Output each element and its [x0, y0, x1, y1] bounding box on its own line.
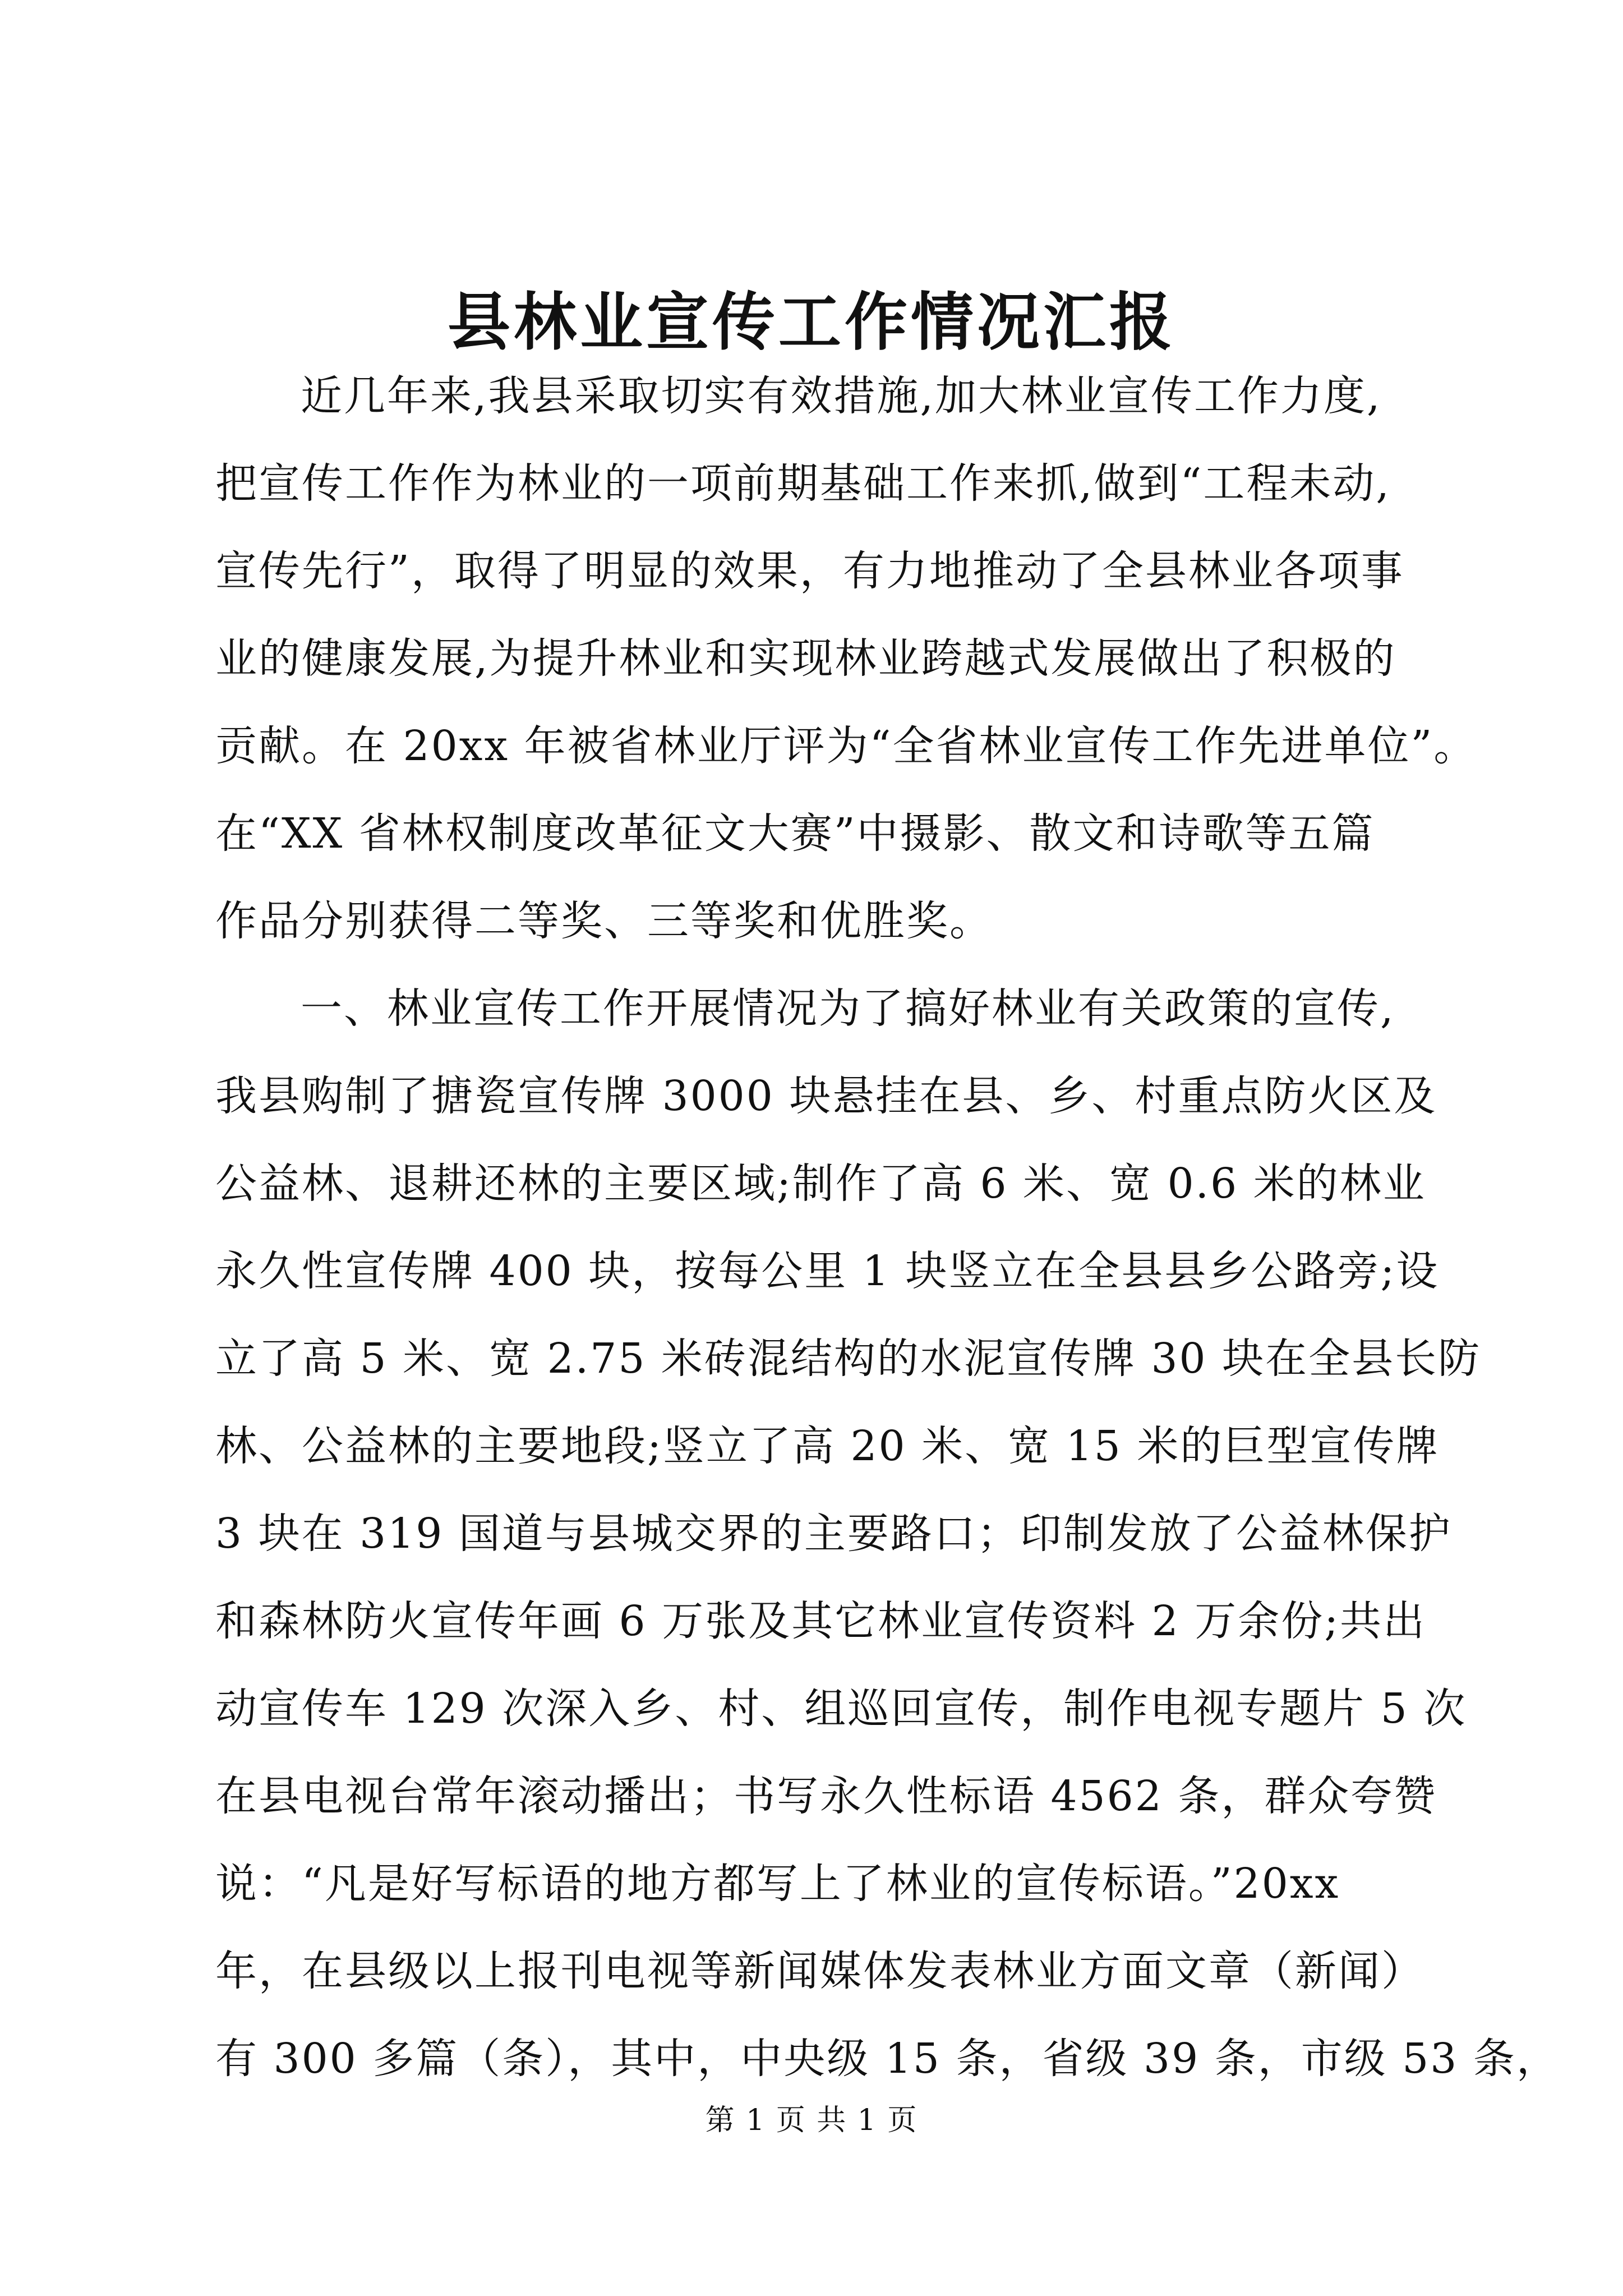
- body-line: 在县电视台常年滚动播出；书写永久性标语 4562 条，群众夸赞: [215, 1772, 1437, 1820]
- body-line: 林、公益林的主要地段;竖立了高 20 米、宽 15 米的巨型宣传牌: [215, 1422, 1440, 1470]
- document-body: [215, 352, 1560, 2102]
- body-line: 近几年来,我县采取切实有效措施,加大林业宣传工作力度,: [301, 372, 1382, 420]
- body-line: 我县购制了搪瓷宣传牌 3000 块悬挂在县、乡、村重点防火区及: [215, 1072, 1437, 1120]
- body-line: 公益林、退耕还林的主要区域;制作了高 6 米、宽 0.6 米的林业: [215, 1159, 1426, 1208]
- body-line: 贡献。在 20xx 年被省林业厅评为“全省林业宣传工作先进单位”。: [215, 722, 1477, 770]
- body-line: 动宣传车 129 次深入乡、村、组巡回宣传，制作电视专题片 5 次: [215, 1685, 1467, 1733]
- body-line: 把宣传工作作为林业的一项前期基础工作来抓,做到“工程未动,: [215, 459, 1391, 508]
- body-line: 立了高 5 米、宽 2.75 米砖混结构的水泥宣传牌 30 块在全县长防: [215, 1335, 1482, 1383]
- document-title: 县林业宣传工作情况汇报: [448, 286, 1175, 359]
- page-footer: 第 1 页 共 1 页: [705, 2104, 918, 2137]
- body-line: 永久性宣传牌 400 块，按每公里 1 块竖立在全县县乡公路旁;设: [215, 1247, 1440, 1295]
- body-line: 宣传先行”，取得了明显的效果，有力地推动了全县林业各项事: [215, 547, 1404, 595]
- body-line: 业的健康发展,为提升林业和实现林业跨越式发展做出了积极的: [215, 634, 1396, 683]
- body-line: 和森林防火宣传年画 6 万张及其它林业宣传资料 2 万余份;共出: [215, 1597, 1427, 1645]
- body-line: 在“XX 省林权制度改革征文大赛”中摄影、散文和诗歌等五篇: [215, 809, 1375, 858]
- body-line: 有 300 多篇（条），其中，中央级 15 条，省级 39 条，市级 53 条，: [215, 2035, 1560, 2083]
- body-line: 作品分别获得二等奖、三等奖和优胜奖。: [215, 897, 993, 945]
- body-line: 一、林业宣传工作开展情况为了搞好林业有关政策的宣传,: [301, 984, 1395, 1033]
- body-line: 3 块在 319 国道与县城交界的主要路口；印制发放了公益林保护: [215, 1510, 1452, 1558]
- body-line: 说：“凡是好写标语的地方都写上了林业的宣传标语。”20xx: [215, 1860, 1340, 1908]
- body-line: 年，在县级以上报刊电视等新闻媒体发表林业方面文章（新闻）: [215, 1947, 1424, 1995]
